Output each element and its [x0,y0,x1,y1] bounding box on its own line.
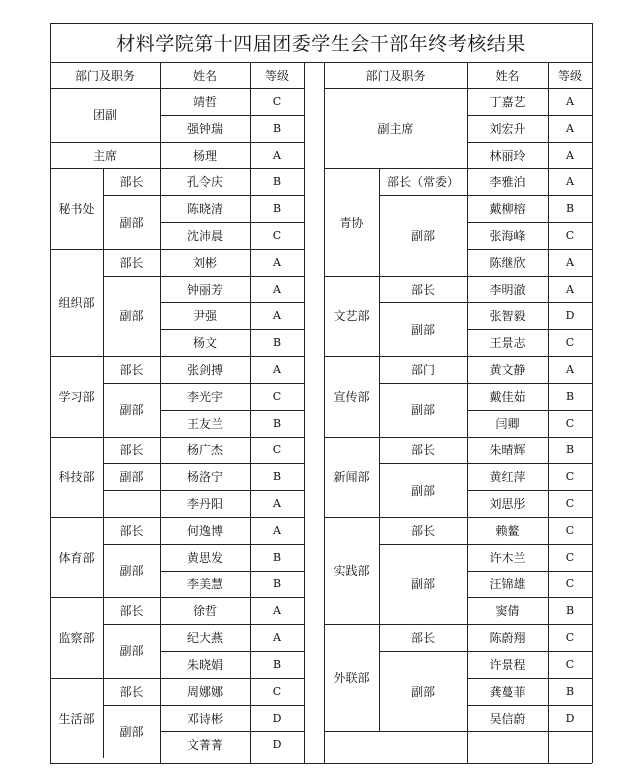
member-grade: A [273,148,281,162]
member-name: 周娜娜 [186,684,223,699]
member-grade: B [272,202,282,216]
member-grade: C [565,497,575,511]
position-label: 副部 [410,228,435,243]
member-name: 孔令庆 [186,175,223,190]
member-grade: B [272,175,282,189]
position-label: 部长（常委） [386,175,459,190]
member-name: 龚蔓菲 [489,684,526,699]
member-name: 赖鳌 [495,523,520,538]
position-label: 部长 [119,604,144,619]
member-name: 李美慧 [186,577,223,592]
member-grade: A [273,604,281,618]
position-label: 副部 [119,724,144,739]
position-label: 部长 [119,684,144,699]
department-label: 生活部 [58,711,95,726]
position-label: 副部 [410,483,435,498]
member-name: 王景志 [489,336,526,351]
member-grade: A [273,255,281,269]
member-grade: C [272,443,282,457]
member-grade: C [565,470,575,484]
member-grade: C [565,523,575,537]
member-grade: B [565,604,575,618]
member-grade: A [273,362,281,376]
department-label: 副主席 [377,121,414,136]
department-label: 文艺部 [333,309,370,324]
position-label: 部长 [119,362,144,377]
member-grade: B [565,202,575,216]
member-name: 刘彬 [192,255,217,270]
member-name: 靖哲 [192,94,217,109]
member-name: 张海峰 [489,228,526,243]
member-name: 刘思彤 [489,497,526,512]
member-name: 黄文静 [489,362,526,377]
member-name: 林丽玲 [489,148,526,163]
member-grade: A [273,631,281,645]
member-grade: D [272,738,282,752]
member-name: 陈继欣 [489,255,526,270]
member-name: 邓诗彬 [186,711,223,726]
position-label: 副部 [119,564,144,579]
member-name: 刘宏升 [489,121,526,136]
member-grade: A [273,309,281,323]
left-header-grade: 等级 [264,68,289,83]
member-name: 闫卿 [495,416,520,431]
member-grade: C [565,228,575,242]
member-grade: C [565,336,575,350]
member-grade: B [272,336,282,350]
member-name: 许木兰 [489,550,526,565]
department-label: 监察部 [58,631,95,646]
member-grade: B [272,657,282,671]
member-name: 黄红萍 [489,470,526,485]
department-label: 秘书处 [58,202,95,217]
member-grade: D [565,309,575,323]
left-header-name: 姓名 [192,68,217,83]
member-grade: C [272,684,282,698]
member-grade: B [565,684,575,698]
member-grade: A [566,362,574,376]
position-label: 部长 [119,523,144,538]
member-grade: B [565,389,575,403]
position-label: 副部 [410,322,435,337]
member-name: 纪大燕 [186,631,223,646]
position-label: 副部 [119,215,144,230]
member-grade: C [565,577,575,591]
page-title: 材料学院第十四届团委学生会干部年终考核结果 [116,33,526,55]
member-name: 徐哲 [192,604,217,619]
position-label: 部长 [119,255,144,270]
member-name: 杨文 [192,336,217,351]
member-name: 朱晓娟 [186,657,223,672]
member-name: 窦倩 [495,604,520,619]
member-grade: B [272,550,282,564]
right-header-grade: 等级 [557,68,582,83]
member-grade: C [565,657,575,671]
member-grade: B [565,443,575,457]
member-grade: B [272,416,282,430]
position-label: 副部 [119,470,144,485]
member-name: 朱晴辉 [489,443,526,458]
position-label: 副部 [119,309,144,324]
member-name: 李明澈 [489,282,526,297]
position-label: 部长 [119,443,144,458]
member-grade: C [272,94,282,108]
member-name: 张剑搏 [186,362,223,377]
left-header-dept-position: 部门及职务 [74,68,135,83]
member-name: 陈晓清 [186,202,223,217]
position-label: 副部 [410,684,435,699]
member-name: 李丹阳 [186,497,223,512]
member-name: 王友兰 [186,416,223,431]
member-grade: A [566,175,574,189]
member-grade: B [272,470,282,484]
position-label [103,490,160,517]
member-grade: C [565,631,575,645]
department-label: 主席 [92,148,117,163]
grid-line [324,731,592,732]
department-label: 团副 [92,108,117,123]
member-grade: D [565,711,575,725]
position-label: 副部 [410,577,435,592]
member-name: 杨洛宁 [186,470,223,485]
member-grade: C [565,416,575,430]
member-name: 陈蔚翔 [489,631,526,646]
member-grade: A [566,282,574,296]
position-label: 副部 [410,403,435,418]
member-grade: A [273,497,281,511]
member-name: 汪锦雄 [489,577,526,592]
position-label: 部长 [410,282,435,297]
member-grade: C [565,550,575,564]
grid-line [50,763,592,764]
department-label: 组织部 [58,295,95,310]
position-label: 部门 [410,362,435,377]
department-label: 宣传部 [333,389,370,404]
position-label: 部长 [410,523,435,538]
member-name: 强钟瑞 [186,121,223,136]
member-name: 戴佳茹 [489,389,526,404]
grid-line [50,23,592,24]
member-grade: C [272,389,282,403]
member-name: 沈沛晨 [186,228,223,243]
member-grade: C [272,228,282,242]
member-name: 文菁菁 [186,738,223,753]
department-label: 体育部 [58,550,95,565]
right-header-dept-position: 部门及职务 [365,68,426,83]
department-label: 实践部 [333,564,370,579]
department-label: 青协 [339,215,364,230]
member-name: 戴柳榕 [489,202,526,217]
department-label: 科技部 [58,470,95,485]
member-name: 张智毅 [489,309,526,324]
member-name: 丁嘉艺 [489,94,526,109]
member-name: 杨理 [192,148,217,163]
member-grade: D [272,711,282,725]
member-name: 许景程 [489,657,526,672]
department-label: 学习部 [58,389,95,404]
member-name: 李雅泊 [489,175,526,190]
member-name: 何逸博 [186,523,223,538]
position-label: 副部 [119,644,144,659]
member-name: 钟丽芳 [186,282,223,297]
member-grade: A [566,121,574,135]
member-grade: B [272,577,282,591]
member-grade: A [566,94,574,108]
member-grade: A [273,523,281,537]
department-label: 外联部 [333,671,370,686]
member-grade: B [272,121,282,135]
right-header-name: 姓名 [495,68,520,83]
position-label: 部长 [410,443,435,458]
position-label: 部长 [410,631,435,646]
position-label: 部长 [119,175,144,190]
position-label: 副部 [119,403,144,418]
member-grade: A [566,255,574,269]
member-name: 吴信蔚 [489,711,526,726]
department-label: 新闻部 [333,470,370,485]
member-name: 杨广杰 [186,443,223,458]
member-grade: A [566,148,574,162]
member-grade: A [273,282,281,296]
member-name: 尹强 [192,309,217,324]
member-name: 李光宇 [186,389,223,404]
member-name: 黄思发 [186,550,223,565]
